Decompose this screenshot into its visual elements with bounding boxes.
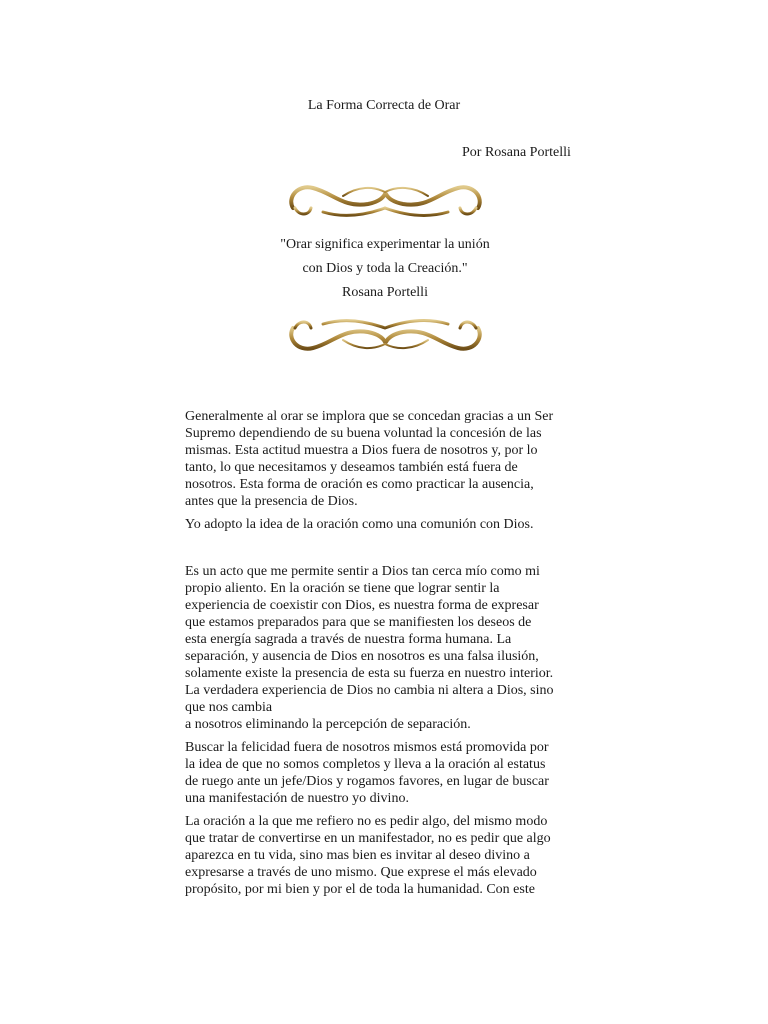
text-line: La verdadera experiencia de Dios no cambia ni altera a Dios, sino	[185, 683, 554, 698]
quote-line: "Orar significa experimentar la unión	[280, 237, 490, 252]
document-title	[0, 98, 768, 114]
text-line: que tratar de convertirse en un manifestador, no es pedir que algo	[185, 831, 551, 846]
text-line: esta energía sagrada a través de nuestra forma humana. La	[185, 632, 512, 647]
text-line: solamente existe la presencia de esta su fuerza en nuestro interior.	[185, 666, 554, 681]
text-line: La oración a la que me refiero no es pedir algo, del mismo modo	[185, 814, 548, 829]
paragraph	[185, 563, 560, 733]
text-line: nosotros. Esta forma de oración es como practicar la ausencia,	[185, 477, 534, 492]
quote-line: con Dios y toda la Creación."	[302, 261, 468, 276]
text-line: Supremo dependiendo de su buena voluntad la concesión de las	[185, 426, 542, 441]
text-line: a nosotros eliminando la percepción de separación.	[185, 717, 471, 732]
paragraph	[185, 813, 560, 898]
author-byline: Por Rosana Portelli	[462, 145, 571, 160]
scroll-flourish-icon	[283, 178, 488, 224]
paragraph	[185, 408, 560, 510]
document-title-text: La Forma Correcta de Orar	[307, 98, 461, 113]
text-line: propósito, por mi bien y por el de toda la humanidad. Con este	[185, 882, 535, 897]
text-line: antes que la presencia de Dios.	[185, 494, 358, 509]
paragraph	[185, 739, 560, 807]
quote-attribution: Rosana Portelli	[342, 285, 428, 300]
epigraph	[240, 233, 530, 305]
text-line: Es un acto que me permite sentir a Dios tan cerca mío como mi	[185, 564, 540, 579]
text-line: expresarse a través de uno mismo. Que exprese el más elevado	[185, 865, 537, 880]
document-body	[185, 408, 560, 904]
text-line: mismas. Esta actitud muestra a Dios fuera de nosotros y, por lo	[185, 443, 538, 458]
text-line: experiencia de coexistir con Dios, es nuestra forma de expresar	[185, 598, 539, 613]
text-line: propio aliento. En la oración se tiene que lograr sentir la	[185, 581, 500, 596]
text-line: aparezca en tu vida, sino mas bien es invitar al deseo divino a	[185, 848, 530, 863]
text-line: de ruego ante un jefe/Dios y rogamos favores, en lugar de buscar	[185, 774, 549, 789]
text-line: tanto, lo que necesitamos y deseamos también está fuera de	[185, 460, 518, 475]
text-line: una manifestación de nuestro yo divino.	[185, 791, 409, 806]
text-line: Buscar la felicidad fuera de nosotros mismos está promovida por	[185, 740, 549, 755]
text-line: que estamos preparados para que se manifiesten los deseos de	[185, 615, 532, 630]
text-line: que nos cambia	[185, 700, 273, 715]
scroll-flourish-icon	[283, 312, 488, 358]
text-line: separación, y ausencia de Dios en nosotros es una falsa ilusión,	[185, 649, 539, 664]
text-line: Yo adopto la idea de la oración como una comunión con Dios.	[185, 517, 534, 532]
text-line: Generalmente al orar se implora que se concedan gracias a un Ser	[185, 409, 554, 424]
paragraph	[185, 516, 560, 533]
text-line: la idea de que no somos completos y lleva a la oración al estatus	[185, 757, 546, 772]
